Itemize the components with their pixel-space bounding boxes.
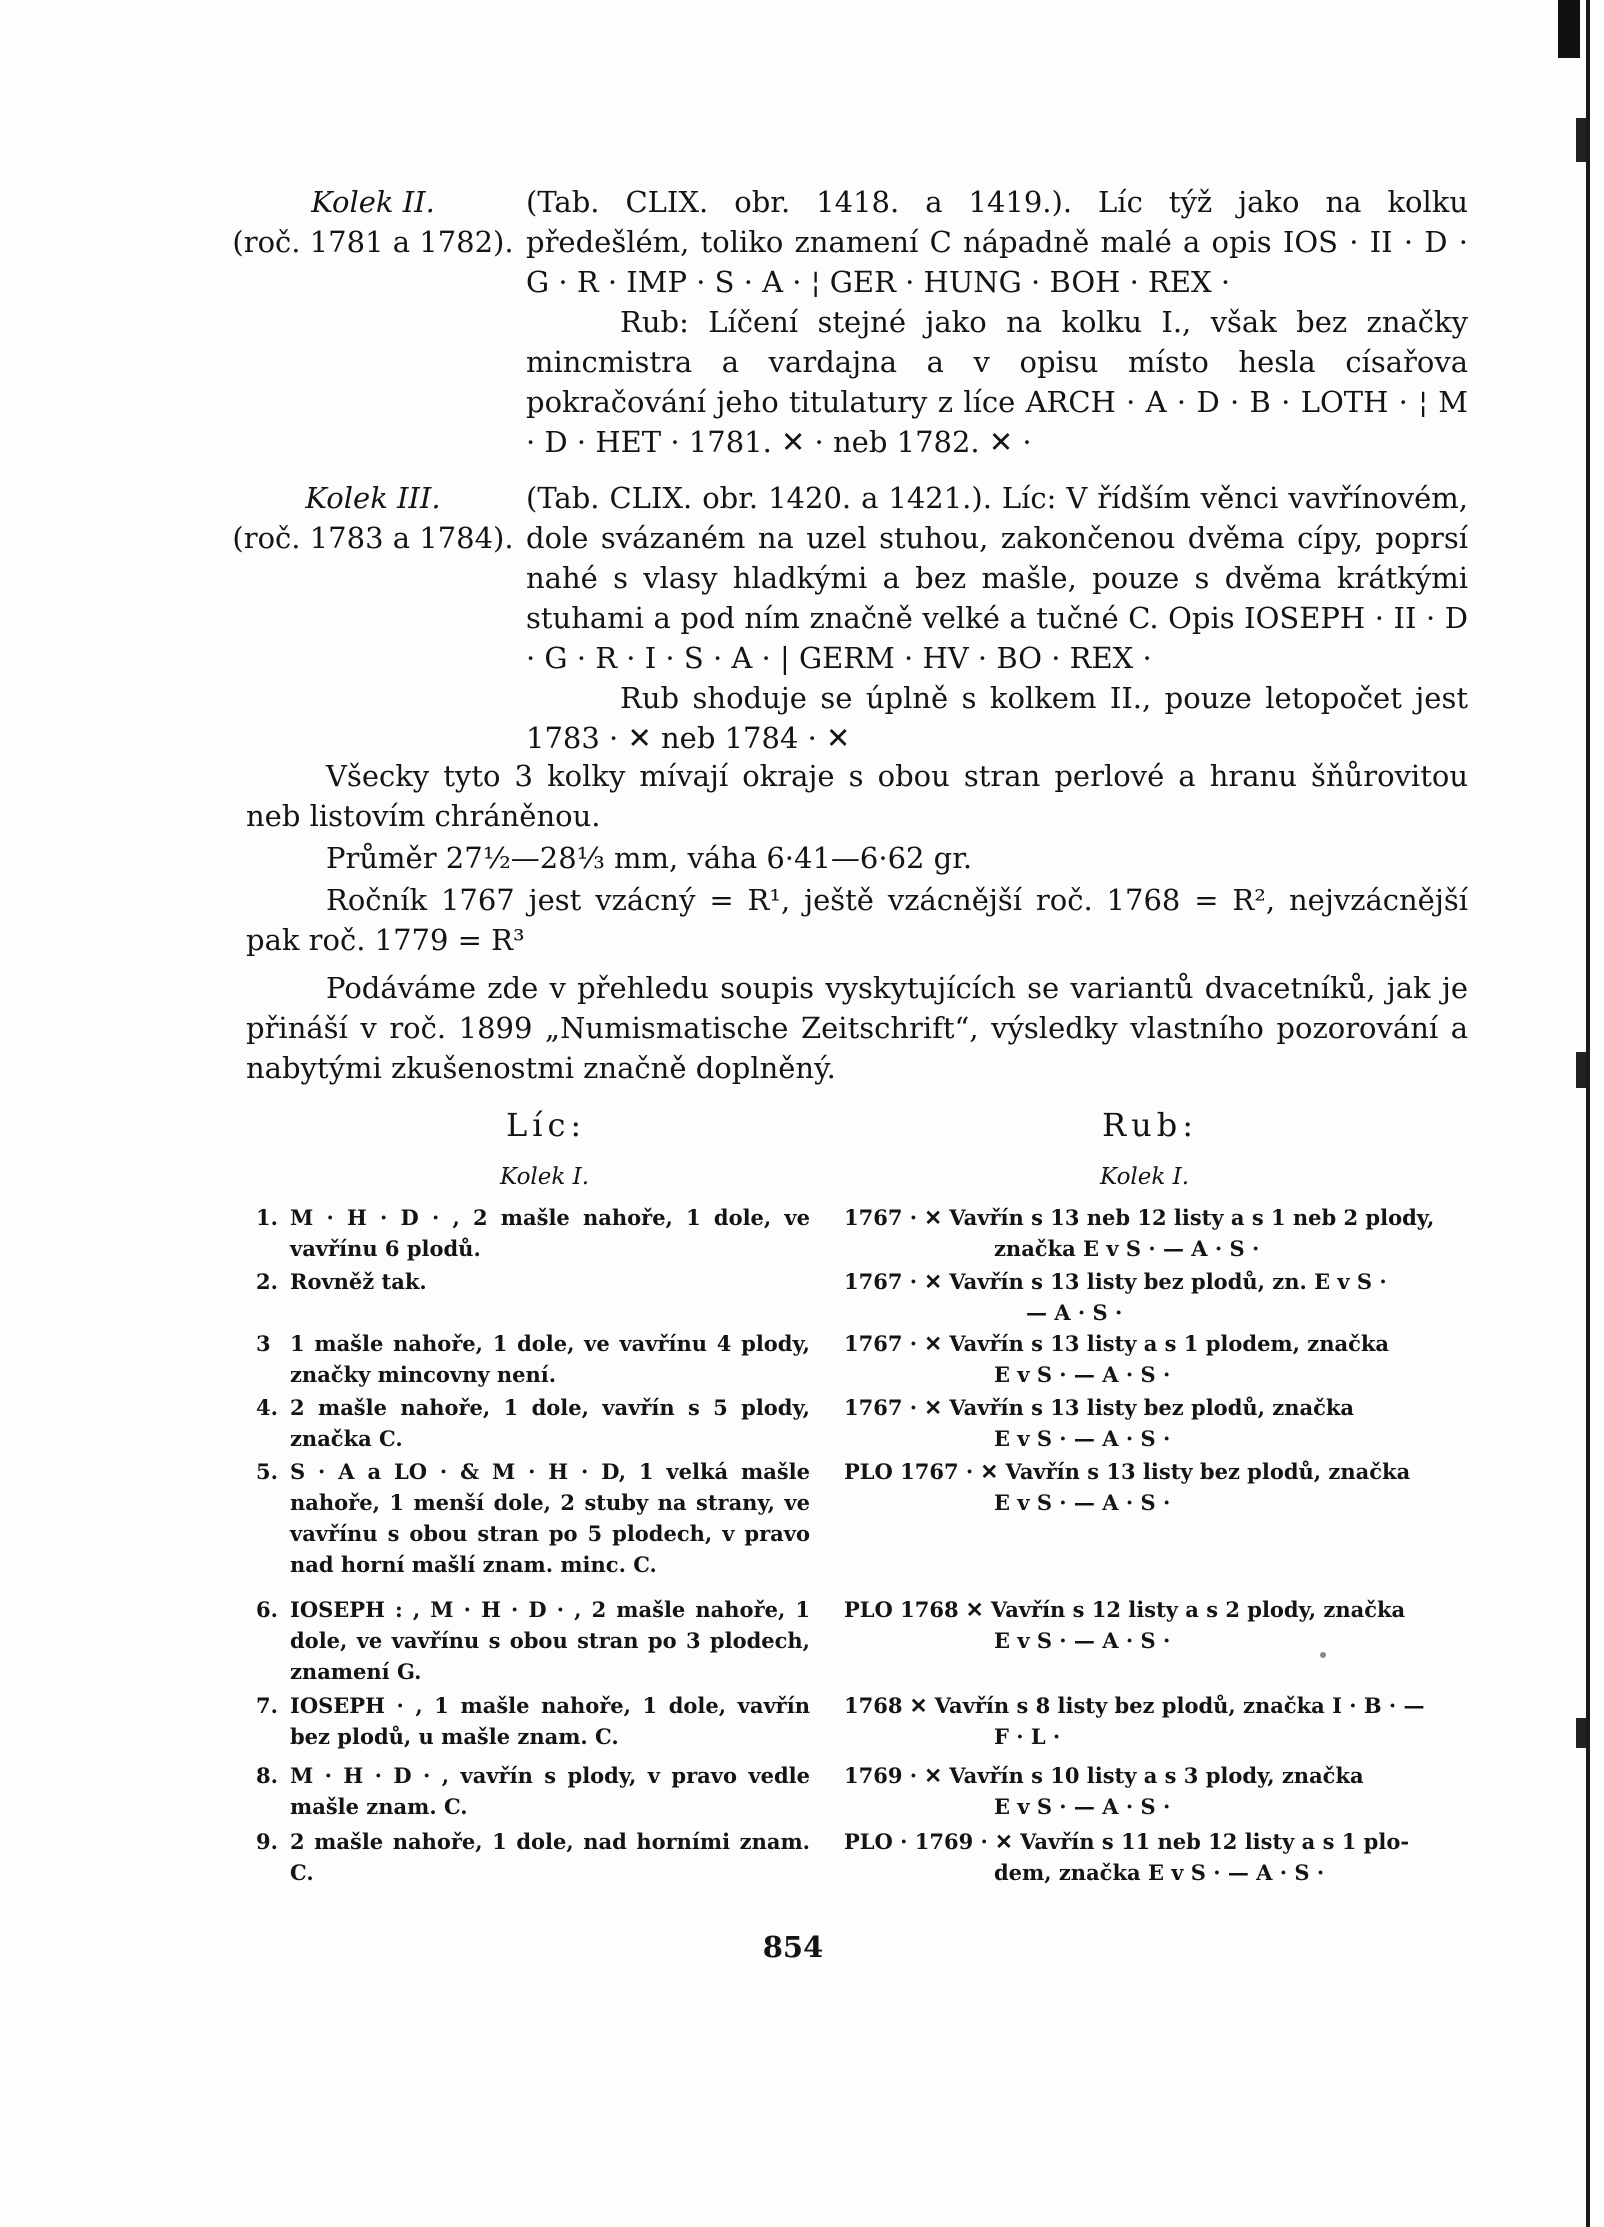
- item-number: 8.: [256, 1763, 278, 1788]
- paragraph-diameter: Průměr 27½—28⅓ mm, váha 6·41—6·62 gr.: [326, 841, 973, 875]
- item-text: 1767 · ✕ Vavřín s 13 neb 12 listy a s 1 neb 2 plody,: [844, 1205, 1435, 1230]
- page-number: 854: [762, 1930, 824, 1964]
- entry-paragraph: Rub shoduje se úplně s kolkem II., pouze letopočet jest 1783 · ✕ neb 1784 · ✕: [526, 681, 1468, 755]
- entry-years: (roč. 1783 a 1784).: [232, 521, 514, 555]
- reverse-variant-list: [844, 1202, 1460, 1902]
- entry-paragraph: Rub: Líčení stejné jako na kolku I., však bez značky mincmistra a vardajna a v opisu místo hesla císařova pokračování jeho titulatury z líce ARCH · A · D · B · LOTH · ¦ M · D · HET · 1781. ✕ · neb 1782. ✕ ·: [526, 305, 1468, 459]
- item-text: M · H · D · , vavřín s plody, v pravo vedle mašle znam. C.: [290, 1763, 810, 1819]
- entry-name: Kolek III.: [305, 481, 441, 515]
- entry-name: Kolek II.: [311, 185, 435, 219]
- item-text: 1767 · ✕ Vavřín s 13 listy bez plodů, zn. E v S ·: [844, 1269, 1387, 1294]
- entry-paragraph: (Tab. CLIX. obr. 1418. a 1419.). Líc týž jako na kolku předešlém, toliko znamení C nápadně malé a opis IOS · II · D · G · R · IMP · S · A · ¦ GER · HUNG · BOH · REX ·: [526, 185, 1468, 299]
- item-text: E v S · — A · S ·: [994, 1794, 1171, 1819]
- paragraph-overview: Podáváme zde v přehledu soupis vyskytujících se variantů dvacetníků, jak je přináší v roč. 1899 „Numismatische Zeitschrift“, výsledky vlastního pozorování a nabytými zkušenostmi značně doplněný.: [246, 971, 1468, 1085]
- item-text: 1768 ✕ Vavřín s 8 listy bez plodů, značka I · B · —: [844, 1693, 1425, 1718]
- item-text: E v S · — A · S ·: [994, 1426, 1171, 1451]
- item-number: 5.: [256, 1459, 278, 1484]
- item-text: M · H · D · , 2 mašle nahoře, 1 dole, ve vavřínu 6 plodů.: [290, 1205, 810, 1261]
- item-number: 1.: [256, 1205, 278, 1230]
- item-text: značka E v S · — A · S ·: [994, 1236, 1260, 1261]
- item-text: PLO 1767 · ✕ Vavřín s 13 listy bez plodů, značka: [844, 1459, 1411, 1484]
- obverse-subheading: Kolek I.: [500, 1164, 590, 1190]
- item-text: — A · S ·: [1026, 1300, 1123, 1325]
- reverse-subheading: Kolek I.: [1100, 1164, 1190, 1190]
- item-text: IOSEPH : , M · H · D · , 2 mašle nahoře, 1 dole, ve vavřínu s obou stran po 3 plodech, znamení G.: [290, 1597, 810, 1684]
- item-text: Rovněž tak.: [290, 1269, 427, 1294]
- item-number: 4.: [256, 1395, 278, 1420]
- item-number: 7.: [256, 1693, 278, 1718]
- entry-body: [526, 478, 1468, 758]
- item-text: 1 mašle nahoře, 1 dole, ve vavřínu 4 plody, značky mincovny není.: [290, 1331, 810, 1387]
- item-text: E v S · — A · S ·: [994, 1490, 1171, 1515]
- item-text: PLO 1768 ✕ Vavřín s 12 listy a s 2 plody, značka: [844, 1597, 1406, 1622]
- item-text: 1767 · ✕ Vavřín s 13 listy bez plodů, značka: [844, 1395, 1355, 1420]
- entry-body: [526, 182, 1468, 462]
- item-text: 2 mašle nahoře, 1 dole, vavřín s 5 plody, značka C.: [290, 1395, 810, 1451]
- entry-label: [228, 478, 518, 558]
- item-number: 9.: [256, 1829, 278, 1854]
- item-text: 1767 · ✕ Vavřín s 13 listy a s 1 plodem, značka: [844, 1331, 1390, 1356]
- item-text: IOSEPH · , 1 mašle nahoře, 1 dole, vavřín bez plodů, u mašle znam. C.: [290, 1693, 810, 1749]
- item-text: F · L ·: [994, 1724, 1061, 1749]
- paragraph-rarity: Ročník 1767 jest vzácný = R¹, ještě vzácnější roč. 1768 = R², nejvzácnější pak roč. 1779 = R³: [246, 883, 1468, 957]
- reverse-heading: Rub:: [1102, 1106, 1198, 1144]
- entry-label: [228, 182, 518, 262]
- item-text: S · A a LO · & M · H · D, 1 velká mašle nahoře, 1 menší dole, 2 stuby na strany, ve vavřínu s obou stran po 5 plodech, v pravo nad horní mašlí znam. minc. C.: [290, 1459, 810, 1577]
- item-text: dem, značka E v S · — A · S ·: [994, 1860, 1325, 1885]
- item-text: PLO · 1769 · ✕ Vavřín s 11 neb 12 listy a s 1 plo-: [844, 1829, 1410, 1854]
- item-text: E v S · — A · S ·: [994, 1628, 1171, 1653]
- item-number: 6.: [256, 1597, 278, 1622]
- entry-years: (roč. 1781 a 1782).: [232, 225, 514, 259]
- item-number: 2.: [256, 1269, 278, 1294]
- item-number: 3: [256, 1331, 271, 1356]
- paragraph-edges: Všecky tyto 3 kolky mívají okraje s obou stran perlové a hranu šňůrovitou neb listovím chráněnou.: [246, 759, 1468, 833]
- item-text: E v S · — A · S ·: [994, 1362, 1171, 1387]
- entry-paragraph: (Tab. CLIX. obr. 1420. a 1421.). Líc: V řídším věnci vavřínovém, dole svázaném na uzel stuhou, zakončenou dvěma cípy, poprsí nahé s vlasy hladkými a bez mašle, pouze s dvěma krátkými stuhami a pod ním značně velké a tučné C. Opis IOSEPH · II · D · G · R · I · S · A · | GERM · HV · BO · REX ·: [526, 481, 1468, 675]
- item-text: 1769 · ✕ Vavřín s 10 listy a s 3 plody, značka: [844, 1763, 1364, 1788]
- obverse-heading: Líc:: [506, 1106, 587, 1144]
- obverse-variant-list: [256, 1202, 816, 1885]
- item-text: 2 mašle nahoře, 1 dole, nad horními znam. C.: [290, 1829, 810, 1885]
